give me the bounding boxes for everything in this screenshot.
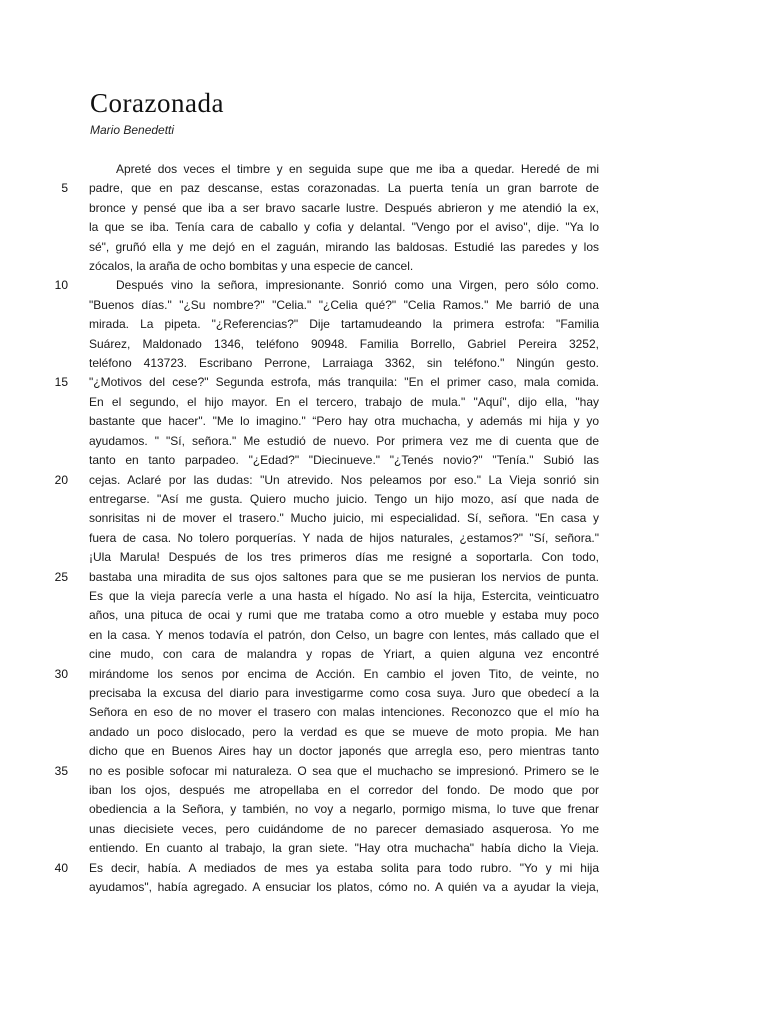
text-line bbox=[89, 839, 599, 858]
text-line bbox=[89, 529, 599, 548]
line-text: bronce y pensé que iba a ser bravo sacarle lustre. Después abrieron y me atendió la ex, bbox=[89, 200, 599, 215]
text-line bbox=[89, 393, 599, 412]
line-text: la que se iba. Tenía cara de caballo y cofia y delantal. "Vengo por el aviso", dije. "Ya lo bbox=[89, 220, 599, 235]
text-line bbox=[89, 412, 599, 431]
line-text: Apreté dos veces el timbre y en seguida supe que me iba a quedar. Heredé de mi bbox=[116, 162, 599, 176]
text-line bbox=[89, 199, 599, 218]
line-text: ayudamos. " "Sí, señora." Me estudió de nuevo. Por primera vez me di cuenta que de bbox=[89, 433, 599, 448]
text-line bbox=[89, 781, 599, 800]
text-line bbox=[89, 548, 599, 567]
line-text: sé", gruñó ella y me dejó en el zaguán, mirando las baldosas. Estudié las paredes y los bbox=[89, 239, 599, 254]
text-line bbox=[89, 335, 599, 354]
text-line bbox=[89, 820, 599, 839]
text-line bbox=[54, 471, 599, 490]
line-text: ¡Ula Marula! Después de los tres primeros días me resigné a soportarla. Con todo, bbox=[89, 550, 599, 565]
text-line bbox=[54, 762, 599, 781]
line-number: 10 bbox=[54, 278, 68, 293]
line-text: teléfono 413723. Escribano Perrone, Larraiaga 3362, sin teléfono." Ningún gesto. bbox=[89, 356, 599, 371]
text-line bbox=[89, 315, 599, 334]
text-line bbox=[54, 665, 599, 684]
line-text: "Buenos días." "¿Su nombre?" "Celia." "¿Celia qué?" "Celia Ramos." Me barrió de una bbox=[89, 297, 599, 312]
line-text: fuera de casa. No tolero porquerías. Y nada de hijos naturales, ¿estamos?" "Sí, señora." bbox=[89, 530, 599, 545]
line-text: obediencia a la Señora, y también, no voy a negarlo, pormigo misma, lo tuve que frenar bbox=[89, 802, 599, 817]
line-text: en la casa. Y menos todavía el patrón, don Celso, un bagre con lentes, más callado que el bbox=[89, 627, 599, 642]
line-text: Es que la vieja parecía verle a una hasta el hígado. No así la hija, Estercita, veinticuatro bbox=[89, 588, 599, 603]
text-line bbox=[54, 276, 599, 295]
line-text: cejas. Aclaré por las dudas: "Un atrevido. Nos peleamos por eso." La Vieja sonrió sin bbox=[89, 472, 599, 487]
line-number: 20 bbox=[54, 472, 68, 487]
line-text: años, una pituca de ocai y rumi que me trataba como a otro mueble y estaba muy poco bbox=[89, 608, 599, 623]
story-author: Mario Benedetti bbox=[90, 123, 175, 137]
line-text: entiendo. En cuanto al trabajo, la gran siete. "Hay otra muchacha" había dicho la Vieja. bbox=[89, 841, 599, 856]
line-text: "¿Motivos del cese?" Segunda estrofa, más tranquila: "En el primer caso, mala comida. bbox=[89, 375, 599, 390]
text-line bbox=[89, 606, 599, 625]
text-line bbox=[89, 587, 599, 606]
text-line bbox=[54, 373, 599, 392]
line-number: 5 bbox=[61, 181, 68, 196]
line-number: 30 bbox=[54, 666, 68, 681]
text-line bbox=[89, 238, 599, 257]
line-text: precisaba la excusa del diario para investigarme como cosa suya. Juro que obedecí a la bbox=[89, 685, 599, 700]
line-text: no es posible sofocar mi naturaleza. O sea que el muchacho se impresionó. Primero se le bbox=[89, 763, 599, 778]
text-line bbox=[89, 645, 599, 664]
line-text: entregarse. "Así me gusta. Quiero mucho juicio. Tengo un hijo mozo, así que nada de bbox=[89, 491, 599, 506]
line-text: dicho que en Buenos Aires hay un doctor japonés que arregla eso, pero mientras tanto bbox=[89, 744, 599, 759]
text-line bbox=[89, 723, 599, 742]
line-text: En el segundo, el hijo mayor. En el tercero, trabajo de mula." "Aquí", dijo ella, "hay bbox=[89, 394, 599, 409]
text-line bbox=[89, 451, 599, 470]
text-line bbox=[89, 490, 599, 509]
line-text: iban los ojos, después me atropellaba en el corredor del fondo. De modo que por bbox=[89, 783, 599, 797]
line-text: Señora en eso de no mover el trasero con malas intenciones. Reconozco que el mío ha bbox=[89, 705, 599, 720]
line-text: andado un poco dislocado, pero la verdad es que se mueve de moto propia. Me han bbox=[89, 724, 599, 739]
text-line bbox=[54, 568, 599, 587]
text-line bbox=[89, 257, 599, 276]
line-text: zócalos, la araña de ocho bombitas y una especie de cancel. bbox=[89, 259, 414, 274]
line-number: 25 bbox=[54, 569, 68, 584]
text-line bbox=[89, 878, 599, 897]
text-line bbox=[89, 432, 599, 451]
text-line bbox=[89, 160, 599, 179]
story-body bbox=[54, 160, 599, 897]
line-text: Después vino la señora, impresionante. Sonrió como una Virgen, pero sólo como. bbox=[116, 278, 599, 293]
text-line bbox=[54, 859, 599, 878]
text-line bbox=[89, 800, 599, 819]
line-text: Es decir, había. A mediados de mes ya estaba solita para todo rubro. "Yo y mi hija bbox=[89, 860, 599, 875]
story-title: Corazonada bbox=[90, 88, 224, 118]
line-number: 15 bbox=[54, 375, 68, 390]
text-line bbox=[89, 509, 599, 528]
text-line bbox=[89, 218, 599, 237]
text-line bbox=[89, 626, 599, 645]
line-text: bastaba una miradita de sus ojos saltones para que se me pusieran los nervios de punta. bbox=[89, 569, 599, 584]
line-text: tanto en tanto parpadeo. "¿Edad?" "Diecinueve." "¿Tenés novio?" "Tenía." Subió las bbox=[89, 453, 599, 468]
line-number: 40 bbox=[54, 860, 68, 875]
line-text: sonrisitas ni de mover el trasero." Mucho juicio, mi especialidad. Sí, señora. "En casa y bbox=[89, 511, 599, 526]
line-text: bastante que hacer". "Me lo imagino." “Pero hay otra muchacha, y además mi hija y yo bbox=[89, 414, 599, 429]
line-text: mirándome los senos por encima de Acción. En cambio el joven Tito, de veinte, no bbox=[89, 666, 599, 681]
text-line bbox=[89, 354, 599, 373]
line-text: Suárez, Maldonado 1346, teléfono 90948. Familia Borrello, Gabriel Pereira 3252, bbox=[89, 336, 599, 351]
line-text: ayudamos", había agregado. A ensuciar los platos, cómo no. A quién va a ayudar la vieja, bbox=[89, 880, 599, 895]
text-line bbox=[89, 703, 599, 722]
text-line bbox=[89, 742, 599, 761]
line-text: cine mudo, con cara de malandra y ropas de Yriart, a quien alguna vez encontré bbox=[89, 647, 599, 662]
line-text: padre, que en paz descanse, estas corazonadas. La puerta tenía un gran barrote de bbox=[89, 181, 599, 196]
text-line bbox=[89, 296, 599, 315]
text-line bbox=[89, 684, 599, 703]
line-text: unas diecisiete veces, pero cuidándome de no parecer demasiado asquerosa. Yo me bbox=[89, 821, 599, 836]
line-number: 35 bbox=[54, 763, 68, 778]
text-line bbox=[61, 179, 599, 198]
line-text: mirada. La pipeta. "¿Referencias?" Dije tartamudeando la primera estrofa: "Familia bbox=[89, 317, 599, 332]
